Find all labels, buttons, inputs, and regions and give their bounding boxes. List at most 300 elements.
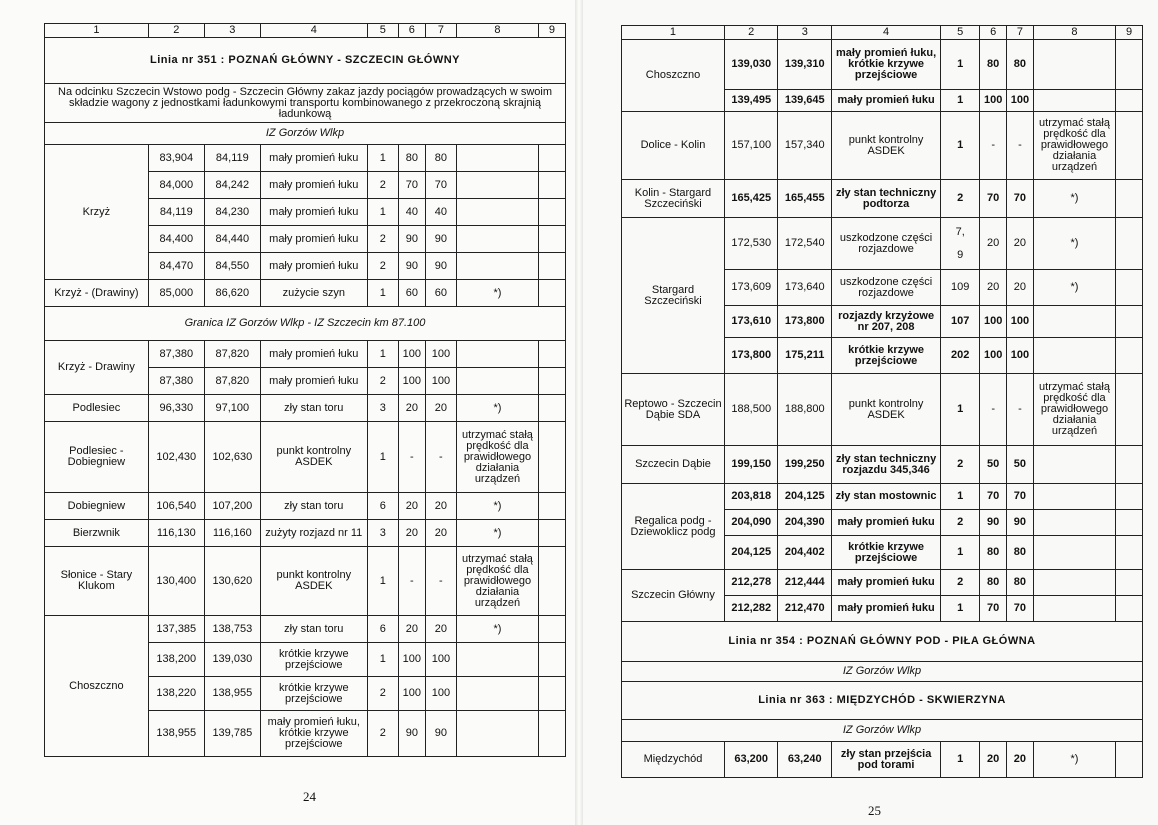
table-row: [45, 341, 566, 368]
cause-cell: uszkodzone części rozjazdowe: [832, 218, 941, 270]
cause-cell: punkt kontrolny ASDEK: [832, 112, 941, 180]
km-from: 138,200: [148, 643, 204, 677]
cause-cell: zły stan techniczny podtorza: [832, 180, 941, 218]
empty-cell: [1116, 536, 1143, 570]
speed-cell: 20: [425, 520, 456, 547]
empty-cell: [1116, 90, 1143, 112]
cause-cell: mały promień łuku: [260, 341, 367, 368]
table-row: [45, 422, 566, 493]
track-cell: 1: [941, 112, 980, 180]
table-row: [45, 493, 566, 520]
cause-cell: krótkie krzywe przejściowe: [260, 677, 367, 711]
station-cell: Szczecin Główny: [622, 570, 725, 622]
km-to: 87,820: [204, 341, 260, 368]
speed-cell: 100: [980, 338, 1007, 374]
col-header: 3: [204, 24, 260, 38]
track-cell: 3: [367, 395, 398, 422]
remark-cell: [456, 368, 538, 395]
speed-cell: -: [1007, 112, 1034, 180]
km-from: 84,119: [148, 199, 204, 226]
speed-cell: 100: [425, 677, 456, 711]
station-cell: Bierzwnik: [45, 520, 149, 547]
column-header-row: [622, 26, 1143, 40]
km-to: 87,820: [204, 368, 260, 395]
remark-cell: [456, 226, 538, 253]
km-from: 87,380: [148, 368, 204, 395]
table-row: [622, 218, 1143, 270]
station-cell: Stargard Szczeciński: [622, 218, 725, 374]
cause-cell: zły stan toru: [260, 493, 367, 520]
empty-cell: [538, 395, 565, 422]
station-cell: Krzyż - Drawiny: [45, 341, 149, 395]
speed-cell: -: [425, 547, 456, 616]
km-from: 173,609: [724, 270, 778, 306]
empty-cell: [538, 643, 565, 677]
speed-cell: 70: [980, 484, 1007, 510]
cause-cell: krótkie krzywe przejściowe: [832, 536, 941, 570]
km-from: 172,530: [724, 218, 778, 270]
empty-cell: [538, 341, 565, 368]
station-cell: Dobiegniew: [45, 493, 149, 520]
empty-cell: [538, 711, 565, 757]
track-cell: 1: [941, 40, 980, 90]
remark-cell: [1033, 570, 1115, 596]
cause-cell: zły stan mostownic: [832, 484, 941, 510]
remark-cell: *): [1033, 270, 1115, 306]
remark-cell: [1033, 536, 1115, 570]
cause-cell: zły stan techniczny rozjazdu 345,346: [832, 446, 941, 484]
track-cell: 1: [367, 643, 398, 677]
table-row: [45, 520, 566, 547]
speed-cell: 90: [398, 253, 425, 280]
remark-cell: [1033, 510, 1115, 536]
km-from: 84,400: [148, 226, 204, 253]
cause-cell: zużyty rozjazd nr 11: [260, 520, 367, 547]
remark-cell: [456, 711, 538, 757]
restriction-note: Na odcinku Szczecin Wstowo podg - Szczecin Główny zakaz jazdy pociągów prowadzących w swoim składzie wagony z jednostkami ładunkowymi transportu kombinowanego z przekroczoną skrajnią ładunkową: [45, 84, 566, 123]
col-header: 8: [456, 24, 538, 38]
km-to: 97,100: [204, 395, 260, 422]
track-cell: 109: [941, 270, 980, 306]
cause-cell: zły stan przejścia pod torami: [832, 742, 941, 778]
empty-cell: [1116, 742, 1143, 778]
track-cell: 2: [367, 677, 398, 711]
cause-cell: mały promień łuku: [260, 172, 367, 199]
km-to: 157,340: [778, 112, 832, 180]
empty-cell: [538, 493, 565, 520]
line-354-title: Linia nr 354 : POZNAŃ GŁÓWNY POD - PIŁA GŁÓWNA: [622, 622, 1143, 662]
col-header: 7: [1007, 26, 1034, 40]
km-to: 165,455: [778, 180, 832, 218]
col-header: 6: [980, 26, 1007, 40]
remark-cell: [1033, 338, 1115, 374]
cause-cell: mały promień łuku, krótkie krzywe przejściowe: [260, 711, 367, 757]
table-row: [622, 374, 1143, 446]
track-cell: 2: [941, 510, 980, 536]
track-cell: 2: [941, 570, 980, 596]
speed-cell: 90: [425, 253, 456, 280]
cause-cell: krótkie krzywe przejściowe: [260, 643, 367, 677]
table-row: [622, 570, 1143, 596]
section-label: IZ Gorzów Wlkp: [622, 720, 1143, 742]
cause-cell: punkt kontrolny ASDEK: [260, 547, 367, 616]
table-row: [622, 446, 1143, 484]
track-number: 7,: [955, 225, 965, 238]
km-to: 84,242: [204, 172, 260, 199]
track-number: 9: [957, 248, 964, 261]
page-number: 24: [303, 789, 316, 804]
remark-cell: *): [456, 520, 538, 547]
station-cell: Podlesiec - Dobiegniew: [45, 422, 149, 493]
station-cell: Krzyż: [45, 145, 149, 280]
track-cell: 1: [367, 280, 398, 307]
cause-cell: mały promień łuku: [260, 199, 367, 226]
col-header: 8: [1033, 26, 1115, 40]
remark-cell: [1033, 446, 1115, 484]
km-to: 84,119: [204, 145, 260, 172]
empty-cell: [538, 280, 565, 307]
speed-cell: 20: [980, 742, 1007, 778]
table-row: [622, 484, 1143, 510]
speed-cell: 90: [398, 711, 425, 757]
speed-cell: 20: [398, 395, 425, 422]
cause-cell: mały promień łuku: [260, 253, 367, 280]
empty-cell: [538, 422, 565, 493]
km-to: 138,753: [204, 616, 260, 643]
km-to: 84,550: [204, 253, 260, 280]
empty-cell: [1116, 112, 1143, 180]
speed-cell: 20: [398, 520, 425, 547]
speed-cell: 20: [398, 493, 425, 520]
speed-cell: -: [398, 547, 425, 616]
line-351-table-right: [621, 25, 1143, 778]
empty-cell: [1116, 218, 1143, 270]
track-cell: 1: [367, 199, 398, 226]
km-from: 63,200: [724, 742, 778, 778]
speed-cell: 100: [398, 368, 425, 395]
cause-cell: mały promień łuku, krótkie krzywe przejściowe: [832, 40, 941, 90]
km-from: 87,380: [148, 341, 204, 368]
station-cell: Szczecin Dąbie: [622, 446, 725, 484]
speed-cell: 100: [980, 90, 1007, 112]
empty-cell: [1116, 40, 1143, 90]
col-header: 9: [538, 24, 565, 38]
col-header: 7: [425, 24, 456, 38]
speed-cell: 80: [398, 145, 425, 172]
empty-cell: [1116, 180, 1143, 218]
speed-cell: 80: [1007, 536, 1034, 570]
empty-cell: [538, 547, 565, 616]
cause-cell: rozjazdy krzyżowe nr 207, 208: [832, 306, 941, 338]
remark-cell: [1033, 484, 1115, 510]
km-from: 96,330: [148, 395, 204, 422]
km-from: 204,090: [724, 510, 778, 536]
col-header: 4: [260, 24, 367, 38]
km-to: 204,125: [778, 484, 832, 510]
cause-cell: mały promień łuku: [832, 570, 941, 596]
remark-cell: [456, 643, 538, 677]
track-cell: 2: [367, 711, 398, 757]
speed-cell: 20: [425, 395, 456, 422]
speed-cell: -: [425, 422, 456, 493]
track-cell: 2: [367, 226, 398, 253]
speed-cell: 80: [980, 40, 1007, 90]
empty-cell: [538, 368, 565, 395]
col-header: 2: [724, 26, 778, 40]
cause-cell: punkt kontrolny ASDEK: [260, 422, 367, 493]
empty-cell: [1116, 338, 1143, 374]
km-from: 84,470: [148, 253, 204, 280]
speed-cell: 100: [398, 677, 425, 711]
speed-cell: 90: [398, 226, 425, 253]
empty-cell: [538, 172, 565, 199]
km-from: 203,818: [724, 484, 778, 510]
km-to: 188,800: [778, 374, 832, 446]
book-gutter: [575, 0, 583, 825]
station-cell: Krzyż - (Drawiny): [45, 280, 149, 307]
remark-cell: *): [456, 395, 538, 422]
empty-cell: [1116, 446, 1143, 484]
empty-cell: [1116, 570, 1143, 596]
empty-cell: [538, 677, 565, 711]
track-cell: 1: [367, 547, 398, 616]
km-from: 204,125: [724, 536, 778, 570]
col-header: 5: [367, 24, 398, 38]
cause-cell: mały promień łuku: [260, 145, 367, 172]
station-cell: Reptowo - Szczecin Dąbie SDA: [622, 374, 725, 446]
km-from: 199,150: [724, 446, 778, 484]
speed-cell: 100: [980, 306, 1007, 338]
speed-cell: 80: [980, 536, 1007, 570]
track-cell: 202: [941, 338, 980, 374]
remark-cell: *): [456, 493, 538, 520]
km-to: 173,800: [778, 306, 832, 338]
table-row: [622, 742, 1143, 778]
speed-cell: -: [1007, 374, 1034, 446]
empty-cell: [1116, 374, 1143, 446]
empty-cell: [538, 520, 565, 547]
speed-cell: 70: [398, 172, 425, 199]
remark-cell: [456, 145, 538, 172]
remark-cell: [1033, 40, 1115, 90]
column-header-row: [45, 24, 566, 38]
col-header: 1: [45, 24, 149, 38]
km-from: 188,500: [724, 374, 778, 446]
remark-cell: [1033, 596, 1115, 622]
speed-cell: 90: [980, 510, 1007, 536]
remark-cell: *): [456, 280, 538, 307]
km-to: 204,402: [778, 536, 832, 570]
km-from: 139,030: [724, 40, 778, 90]
speed-cell: 100: [1007, 90, 1034, 112]
km-to: 116,160: [204, 520, 260, 547]
col-header: 1: [622, 26, 725, 40]
speed-cell: 100: [398, 643, 425, 677]
km-to: 172,540: [778, 218, 832, 270]
speed-cell: 100: [1007, 306, 1034, 338]
km-from: 212,282: [724, 596, 778, 622]
km-from: 116,130: [148, 520, 204, 547]
km-from: 85,000: [148, 280, 204, 307]
col-header: 9: [1116, 26, 1143, 40]
speed-cell: -: [398, 422, 425, 493]
table-row: [622, 180, 1143, 218]
remark-cell: *): [1033, 180, 1115, 218]
empty-cell: [538, 199, 565, 226]
speed-cell: 20: [398, 616, 425, 643]
km-from: 212,278: [724, 570, 778, 596]
remark-cell: utrzymać stałą prędkość dla prawidłowego działania urządzeń: [456, 547, 538, 616]
empty-cell: [1116, 596, 1143, 622]
speed-cell: 80: [1007, 40, 1034, 90]
cause-cell: uszkodzone części rozjazdowe: [832, 270, 941, 306]
section-label: IZ Gorzów Wlkp: [45, 123, 566, 145]
remark-cell: utrzymać stałą prędkość dla prawidłowego działania urządzeń: [456, 422, 538, 493]
track-cell: 2: [941, 446, 980, 484]
remark-cell: utrzymać stałą prędkość dla prawidłowego działania urządzeń: [1033, 374, 1115, 446]
track-cell: 1: [941, 484, 980, 510]
speed-cell: 90: [1007, 510, 1034, 536]
remark-cell: [1033, 306, 1115, 338]
speed-cell: 70: [1007, 596, 1034, 622]
km-from: 138,955: [148, 711, 204, 757]
line-351-table-left: [44, 23, 566, 757]
speed-cell: 40: [425, 199, 456, 226]
empty-cell: [1116, 484, 1143, 510]
empty-cell: [538, 616, 565, 643]
km-from: 83,904: [148, 145, 204, 172]
speed-cell: 20: [425, 493, 456, 520]
km-from: 106,540: [148, 493, 204, 520]
km-from: 165,425: [724, 180, 778, 218]
track-cell: 1: [941, 90, 980, 112]
cause-cell: zły stan toru: [260, 616, 367, 643]
cause-cell: krótkie krzywe przejściowe: [832, 338, 941, 374]
track-cell: 6: [367, 616, 398, 643]
track-cell: 1: [367, 422, 398, 493]
speed-cell: 20: [425, 616, 456, 643]
empty-cell: [538, 226, 565, 253]
cause-cell: mały promień łuku: [832, 90, 941, 112]
km-from: 84,000: [148, 172, 204, 199]
track-cell: 1: [941, 536, 980, 570]
section-boundary: Granica IZ Gorzów Wlkp - IZ Szczecin km 87.100: [45, 307, 566, 341]
km-to: 199,250: [778, 446, 832, 484]
track-cell: 1: [941, 374, 980, 446]
speed-cell: 20: [1007, 270, 1034, 306]
station-cell: Podlesiec: [45, 395, 149, 422]
table-row: [45, 547, 566, 616]
km-to: 212,470: [778, 596, 832, 622]
cause-cell: zły stan toru: [260, 395, 367, 422]
speed-cell: 90: [425, 226, 456, 253]
speed-cell: 50: [1007, 446, 1034, 484]
station-cell: Dolice - Kolin: [622, 112, 725, 180]
km-to: 102,630: [204, 422, 260, 493]
remark-cell: [456, 199, 538, 226]
remark-cell: *): [1033, 218, 1115, 270]
page-number: 25: [868, 803, 881, 818]
cause-cell: mały promień łuku: [832, 596, 941, 622]
speed-cell: 70: [980, 180, 1007, 218]
empty-cell: [1116, 306, 1143, 338]
km-to: 139,030: [204, 643, 260, 677]
remark-cell: *): [456, 616, 538, 643]
km-to: 175,211: [778, 338, 832, 374]
km-from: 173,800: [724, 338, 778, 374]
speed-cell: 70: [980, 596, 1007, 622]
speed-cell: 100: [425, 643, 456, 677]
remark-cell: [1033, 90, 1115, 112]
remark-cell: [456, 341, 538, 368]
track-cell: [941, 218, 980, 270]
km-to: 86,620: [204, 280, 260, 307]
cause-cell: mały promień łuku: [832, 510, 941, 536]
track-cell: 6: [367, 493, 398, 520]
track-cell: 2: [367, 368, 398, 395]
speed-cell: -: [980, 374, 1007, 446]
station-cell: Regalica podg - Dziewoklicz podg: [622, 484, 725, 570]
col-header: 3: [778, 26, 832, 40]
line-363-title: Linia nr 363 : MIĘDZYCHÓD - SKWIERZYNA: [622, 682, 1143, 720]
speed-cell: 20: [1007, 218, 1034, 270]
track-cell: 1: [367, 145, 398, 172]
speed-cell: 100: [425, 368, 456, 395]
km-from: 130,400: [148, 547, 204, 616]
speed-cell: 70: [425, 172, 456, 199]
section-label: IZ Gorzów Wlkp: [622, 662, 1143, 682]
table-row: [45, 280, 566, 307]
speed-cell: 100: [1007, 338, 1034, 374]
speed-cell: 90: [425, 711, 456, 757]
km-to: 212,444: [778, 570, 832, 596]
track-cell: 1: [941, 742, 980, 778]
km-from: 138,220: [148, 677, 204, 711]
speed-cell: 70: [1007, 180, 1034, 218]
remark-cell: *): [1033, 742, 1115, 778]
station-cell: Choszczno: [45, 616, 149, 757]
km-from: 139,495: [724, 90, 778, 112]
line-title: Linia nr 351 : POZNAŃ GŁÓWNY - SZCZECIN GŁÓWNY: [45, 38, 566, 84]
station-cell: Międzychód: [622, 742, 725, 778]
empty-cell: [1116, 270, 1143, 306]
station-cell: Choszczno: [622, 40, 725, 112]
km-to: 138,955: [204, 677, 260, 711]
remark-cell: [456, 172, 538, 199]
empty-cell: [1116, 510, 1143, 536]
speed-cell: -: [980, 112, 1007, 180]
empty-cell: [538, 253, 565, 280]
table-row: [45, 395, 566, 422]
track-cell: 2: [941, 180, 980, 218]
col-header: 6: [398, 24, 425, 38]
remark-cell: [456, 677, 538, 711]
empty-cell: [538, 145, 565, 172]
track-cell: 1: [941, 596, 980, 622]
table-row: [45, 145, 566, 172]
track-cell: 1: [367, 341, 398, 368]
km-to: 84,440: [204, 226, 260, 253]
speed-cell: 80: [1007, 570, 1034, 596]
speed-cell: 20: [980, 218, 1007, 270]
km-to: 130,620: [204, 547, 260, 616]
speed-cell: 20: [1007, 742, 1034, 778]
speed-cell: 100: [398, 341, 425, 368]
track-cell: 3: [367, 520, 398, 547]
remark-cell: utrzymać stałą prędkość dla prawidłowego działania urządzeń: [1033, 112, 1115, 180]
col-header: 4: [832, 26, 941, 40]
km-from: 157,100: [724, 112, 778, 180]
